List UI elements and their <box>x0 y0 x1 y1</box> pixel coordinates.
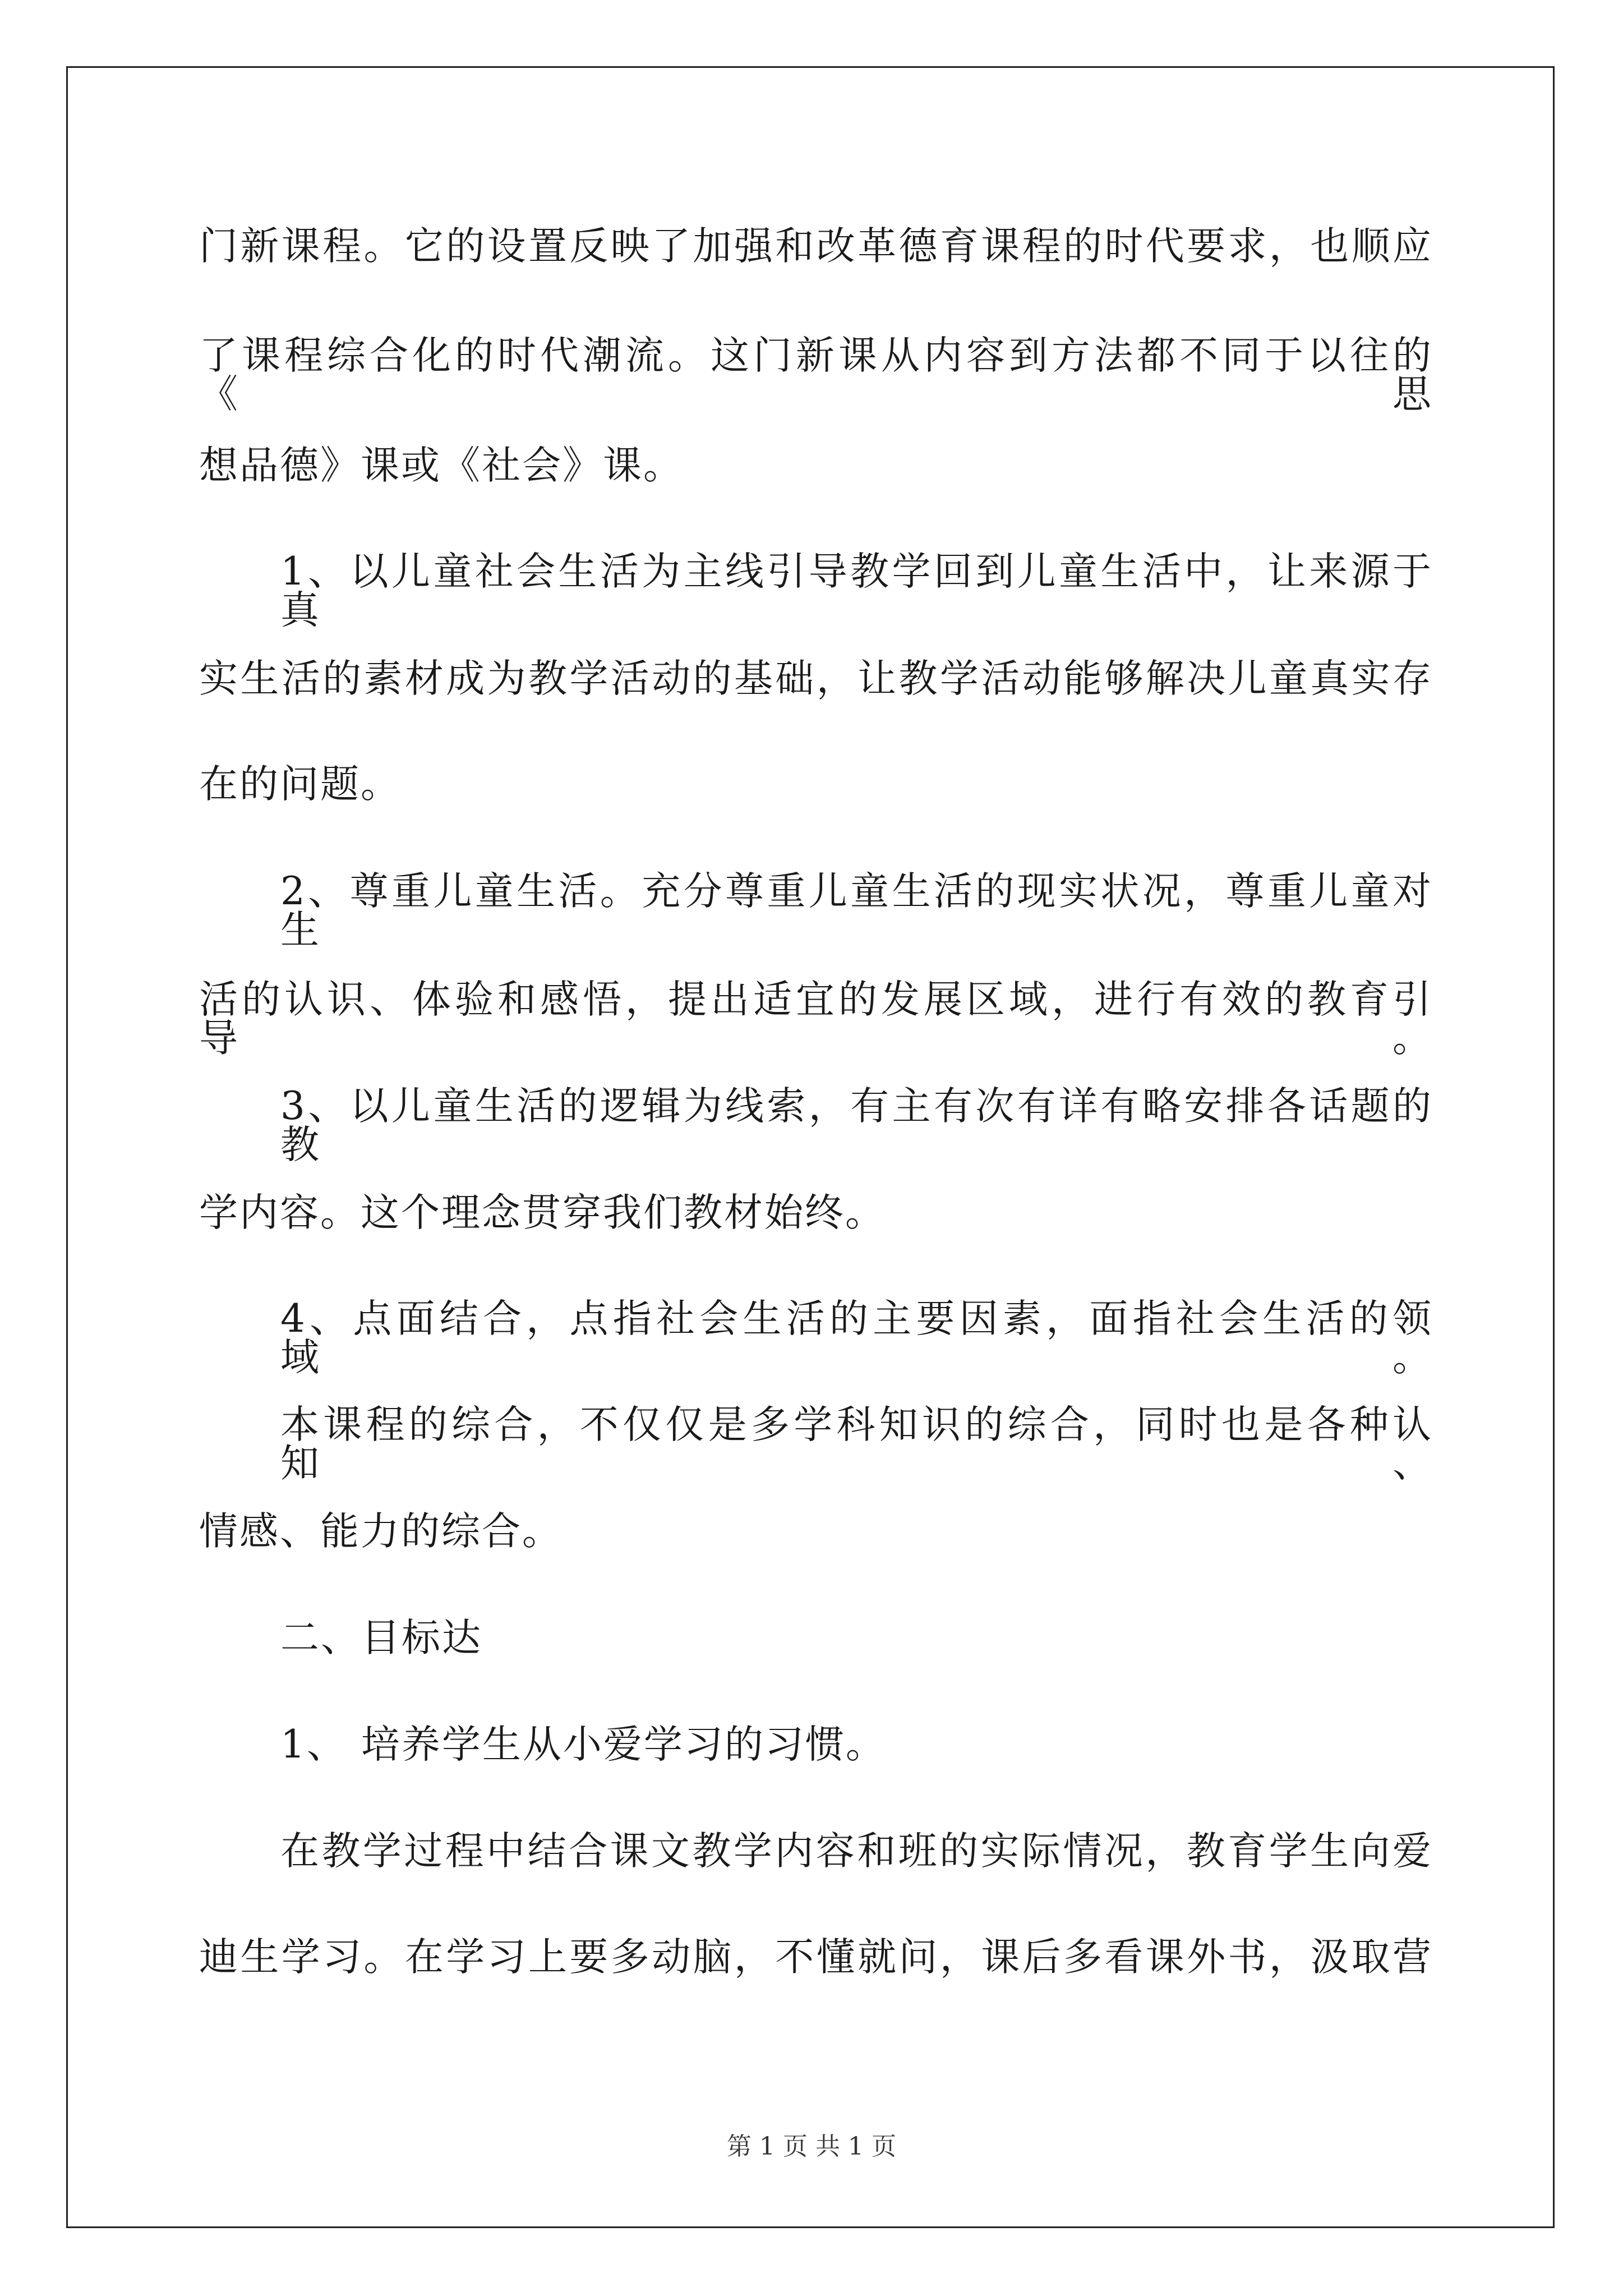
text-line: 情感、能力的综合。 <box>199 1509 562 1554</box>
text-line: 1、以儿童社会生活为主线引导教学回到儿童生活中，让来源于真 <box>280 549 1433 633</box>
page-number: 第 1 页 共 1 页 <box>727 2132 896 2161</box>
text-line: 3、以儿童生活的逻辑为线索，有主有次有详有略安排各话题的教 <box>280 1084 1433 1167</box>
text-line: 活的认识、体验和感悟，提出适宜的发展区域，进行有效的教育引导。 <box>199 977 1433 1061</box>
text-line: 4、点面结合，点指社会生活的主要因素，面指社会生活的领域。 <box>280 1296 1433 1380</box>
text-line: 迪生学习。在学习上要多动脑，不懂就问，课后多看课外书，汲取营 <box>199 1935 1433 1980</box>
text-line: 了课程综合化的时代潮流。这门新课从内容到方法都不同于以往的《思 <box>199 333 1433 417</box>
section-heading: 二、目标达 <box>280 1616 482 1660</box>
text-line: 在的问题。 <box>199 762 401 807</box>
text-line: 2、尊重儿童生活。充分尊重儿童生活的现实状况，尊重儿童对生 <box>280 869 1433 953</box>
text-line: 学内容。这个理念贯穿我们教材始终。 <box>199 1190 886 1235</box>
text-line: 门新课程。它的设置反映了加强和改革德育课程的时代要求，也顺应 <box>199 224 1433 269</box>
text-line: 本课程的综合，不仅仅是多学科知识的综合，同时也是各种认知、 <box>280 1402 1433 1486</box>
text-line: 在教学过程中结合课文教学内容和班的实际情况，教育学生向爱 <box>280 1829 1433 1874</box>
text-line: 1、 培养学生从小爱学习的习惯。 <box>280 1722 886 1767</box>
text-line: 想品德》课或《社会》课。 <box>199 443 684 488</box>
text-line: 实生活的素材成为教学活动的基础，让教学活动能够解决儿童真实存 <box>199 656 1433 701</box>
